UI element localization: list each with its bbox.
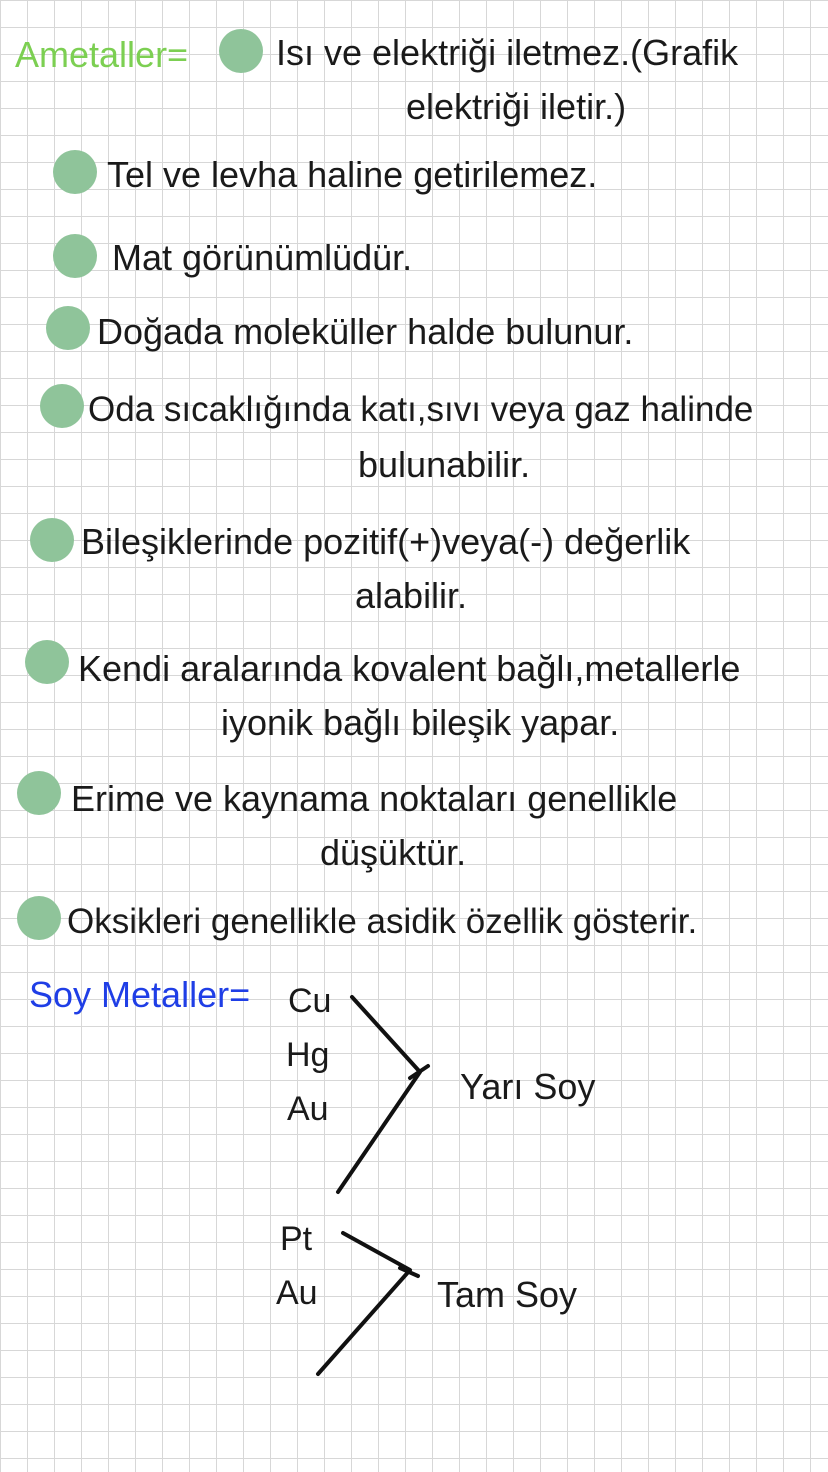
- yari-soy-bracket: [338, 997, 428, 1192]
- item-5-line-2: bulunabilir.: [358, 444, 531, 485]
- element-au: Au: [287, 1090, 329, 1128]
- yari-soy-label: Yarı Soy: [460, 1066, 596, 1107]
- item-7-line-1: Kendi aralarında kovalent bağlı,metallerle: [78, 648, 741, 689]
- tam-soy-label: Tam Soy: [437, 1274, 578, 1315]
- item-7-line-2: iyonik bağlı bileşik yapar.: [221, 702, 620, 743]
- item-6-line-2: alabilir.: [355, 575, 468, 616]
- element-hg: Hg: [286, 1036, 330, 1074]
- item-2-line-1: Tel ve levha haline getirilemez.: [107, 154, 598, 195]
- item-4-line-1: Doğada moleküller halde bulunur.: [97, 311, 634, 352]
- item-3-line-1: Mat görünümlüdür.: [112, 237, 413, 278]
- element-pt: Pt: [280, 1220, 313, 1258]
- ametaller-heading: Ametaller=: [15, 34, 189, 75]
- element-au: Au: [276, 1274, 318, 1312]
- item-1-line-1: Isı ve elektriği iletmez.(Grafik: [276, 32, 739, 73]
- element-cu: Cu: [288, 982, 332, 1020]
- item-1-line-2: elektriği iletir.): [406, 86, 627, 127]
- item-6-line-1: Bileşiklerinde pozitif(+)veya(-) değerlik: [81, 521, 691, 562]
- item-5-line-1: Oda sıcaklığında katı,sıvı veya gaz halinde: [88, 390, 754, 429]
- item-9-line-1: Oksikleri genellikle asidik özellik gösterir.: [67, 902, 698, 941]
- tam-soy-bracket: [318, 1233, 418, 1374]
- item-8-line-2: düşüktür.: [320, 832, 467, 873]
- soy-metaller-heading: Soy Metaller=: [29, 974, 251, 1015]
- item-8-line-1: Erime ve kaynama noktaları genellikle: [71, 778, 678, 819]
